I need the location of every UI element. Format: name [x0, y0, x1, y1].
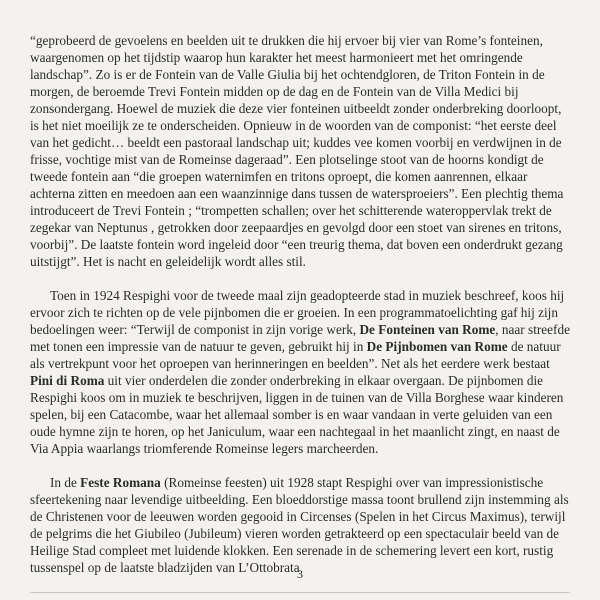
text-run: (Romeinse feesten) uit 1928 stapt Respighi over van impressionistische sfeertekening naar levendige uitbeelding. Een bloeddorstige massa toont brullend zijn instemming als de Christenen voor de leeuwen worden gegooid in Circenses (Spelen in het Circus Maximus), terwijl de pelgrims die het Giubileo (Jubileum) vieren worden getrakteerd op een spectaculair beeld van de Heilige Stad compleet met luidende klokken. Een serenade in de schemering levert een kort, rustig tussenspel op de laatste bladzijden van L’Ottobrata	[30, 475, 569, 575]
work-title-pijnbomen: De Pijnbomen van Rome	[366, 339, 508, 354]
text-run: , naar streefde met tonen een impressie van de natuur te geven, gebruikt hij in	[30, 322, 570, 354]
work-title-fonteinen: De Fonteinen van Rome	[359, 322, 496, 337]
page-number: 3	[297, 567, 303, 581]
paragraph-feste	[30, 474, 570, 576]
text-run: uit vier onderdelen die zonder onderbreking in elkaar overgaan. De pijnbomen die Respighi koos om in muziek te beschrijven, liggen in de tuinen van de Villa Borghese waar kinderen spelen, bij een Catacombe, waar het allemaal somber is en waar vandaan in verte geluiden van een oude hymne zijn te horen, op het Janiculum, waar een nachtegaal in het maanlicht zingt, en naast de Via Appia waarlangs triomferende Romeinse legers marcheerden.	[30, 373, 564, 456]
text-run: Toen in 1924 Respighi voor de tweede maal zijn geadopteerde stad in muziek beschreef, koos hij ervoor zich te richten op de vele pijnbomen die er groeien. In een programmatoelichting gaf hij zijn bedoelingen weer: “Terwijl de componist in zijn vorige werk,	[30, 288, 565, 337]
text-run: de natuur als vertrekpunt voor het oproepen van herinneringen en beelden”. Net als het eerdere werk bestaat	[30, 339, 561, 371]
work-title-feste-romana: Feste Romana	[80, 475, 161, 490]
work-title-pini-di-roma: Pini di Roma	[30, 373, 105, 388]
paragraph-fountains	[30, 32, 570, 270]
bottom-rule	[30, 592, 570, 593]
paragraph-pines	[30, 287, 570, 457]
text-run: In de	[50, 475, 81, 490]
text-run: “geprobeerd de gevoelens en beelden uit te drukken die hij ervoer bij vier van Rome’s fonteinen, waargenomen op het tijdstip waarop hun karakter het meest harmonieert met het omringende landschap”. Zo is er de Fontein van de Valle Giulia bij het ochtendgloren, de Triton Fontein in de morgen, de beroemde Trevi Fontein midden op de dag en de Fontein van de Villa Medici bij zonsondergang. Hoewel de muziek die deze vier fonteinen uitbeeldt zonder onderbreking doorloopt, is het niet moeilijk ze te onderscheiden. Opnieuw in de woorden van de componist: “het eerste deel van het gedicht… beeldt een pastoraal landschap uit; kuddes vee komen voorbij en verdwijnen in de frisse, vochtige mist van de Romeinse dageraad”. Een plotselinge stoot van de hoorns kondigt de tweede fontein aan “die groepen waternimfen en tritons oproept, die komen aanrennen, elkaar achterna zitten en meedoen aan een waanzinnige dans tussen de watersproeiers”. Een plechtig thema introduceert de Trevi Fontein ; “trompetten schallen; over het schitterende wateroppervlak trekt de zegekar van Neptunus , getrokken door zeepaardjes en gevolgd door een stoet van sirenes en tritons, voorbij”. De laatste fontein word ingeleid door “een treurig thema, dat boven een onderdrukt gezang uitstijgt”. Het is nacht en geleidelijk wordt alles stil.	[30, 33, 564, 269]
